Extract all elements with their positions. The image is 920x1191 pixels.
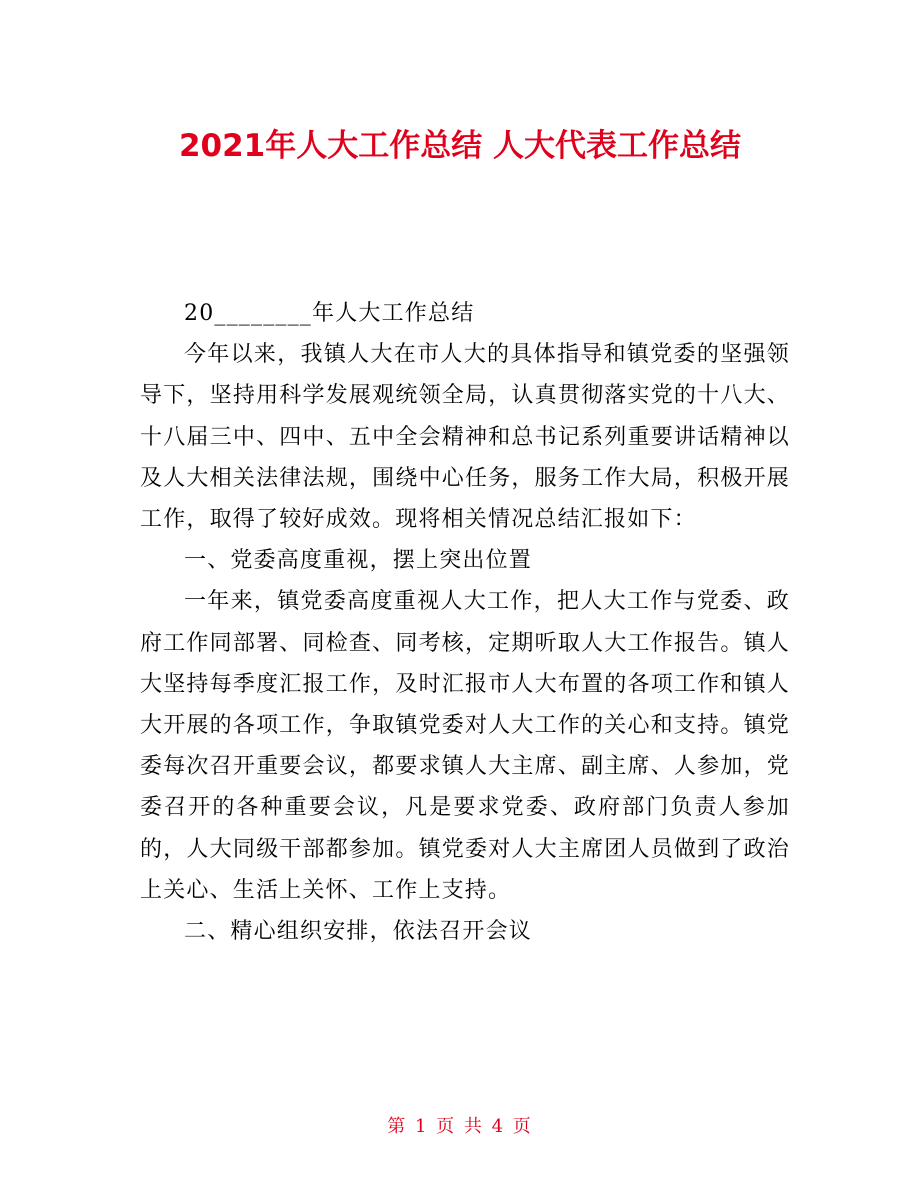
section-heading-1: 一、党委高度重视，摆上突出位置 bbox=[184, 548, 533, 574]
document-subtitle: 20________年人大工作总结 bbox=[184, 301, 475, 326]
paragraph-section-1: 一年来，镇党委高度重视人大工作，把人大工作与党委、政府工作同部署、同检查、同考核，定期听取人大工作报告。镇人大坚持每季度汇报工作，及时汇报市人大布置的各项工作和镇人大开展的各项工作，争取镇党委对人大工作的关心和支持。镇党委每次召开重要会议，都要求镇人大主席、副主席、人参加，党委召开的各种重要会议，凡是要求党委、政府部门负责人参加的，人大同级干部都参加。镇党委对人大主席团人员做到了政治上关心、生活上关怀、工作上支持。 bbox=[140, 589, 790, 903]
section-heading-2: 二、精心组织安排，依法召开会议 bbox=[184, 919, 533, 945]
document-body bbox=[140, 293, 790, 952]
page-number-footer: 第 1 页 共 4 页 bbox=[387, 1116, 533, 1137]
paragraph-intro: 今年以来，我镇人大在市人大的具体指导和镇党委的坚强领导下，坚持用科学发展观统领全局，认真贯彻落实党的十八大、十八届三中、四中、五中全会精神和总书记系列重要讲话精神以及人大相关法律法规，围绕中心任务，服务工作大局，积极开展工作，取得了较好成效。现将相关情况总结汇报如下： bbox=[140, 342, 790, 533]
document-title: 2021年人大工作总结 人大代表工作总结 bbox=[178, 128, 742, 164]
